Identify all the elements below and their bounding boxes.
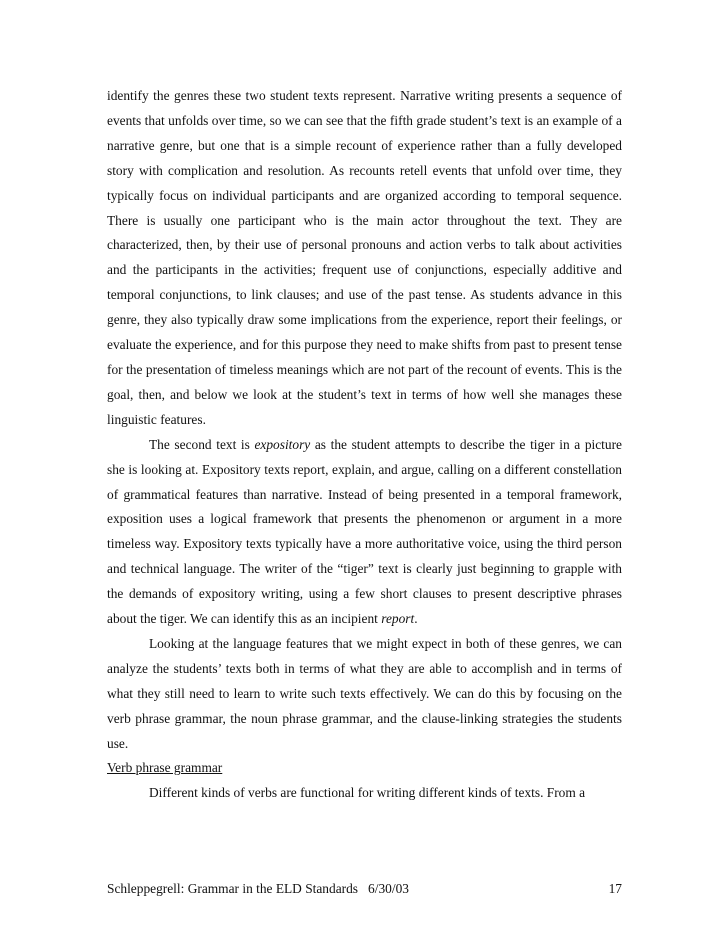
footer-title: Schleppegrell: Grammar in the ELD Standards 6/30/03	[107, 881, 409, 896]
paragraph-verbs: Different kinds of verbs are functional for writing different kinds of texts. From a	[149, 785, 586, 801]
page-footer	[107, 880, 622, 898]
paragraph-expository-text-c: .	[414, 611, 418, 627]
paragraph-expository	[107, 433, 622, 632]
term-expository: expository	[254, 436, 311, 452]
paragraph-expository-text-b: as the student attempts to describe the tiger in a picture she is looking at. Expository texts report, explain, and argue, calling on a different constellation of grammatical features than narrative. Instead of being presented in a temporal framework, exposition uses a logical framework that presents the phenomenon or argument in a more timeless way. Expository texts typically have a more authoritative voice, using the third person and technical language. The writer of the “tiger” text is clearly just beginning to grapple with the demands of expository writing, using a few short clauses to present descriptive phrases about the tiger. We can identify this as an incipient	[107, 436, 622, 627]
paragraph-language-features: Looking at the language features that we might expect in both of these genres, we can analyze the students’ texts both in terms of what they are able to accomplish and in terms of what they still need to learn to write such texts effectively. We can do this by focusing on the verb phrase grammar, the noun phrase grammar, and the clause-linking strategies the students use.	[107, 635, 622, 751]
paragraph-genres: identify the genres these two student texts represent. Narrative writing presents a sequence of events that unfolds over time, so we can see that the fifth grade student’s text is an example of a narrative genre, but one that is a simple recount of experience rather than a fully developed story with complication and resolution. As recounts retell events that unfold over time, they typically focus on individual participants and are organized according to temporal sequence. There is usually one participant who is the main actor throughout the text. They are characterized, then, by their use of personal pronouns and action verbs to talk about activities and the participants in the activities; frequent use of conjunctions, especially additive and temporal conjunctions, to link clauses; and use of the past tense. As students advance in this genre, they also typically draw some implications from the experience, report their feelings, or evaluate the experience, and for this purpose they need to make shifts from past to present tense for the presentation of timeless meanings which are not part of the recount of events. This is the goal, then, and below we look at the student’s text in terms of how well she manages these linguistic features.	[107, 88, 622, 427]
term-report: report	[381, 611, 415, 627]
paragraph-expository-text-a: The second text is	[149, 436, 255, 452]
section-heading-verb-phrase: Verb phrase grammar	[107, 760, 223, 776]
page-number: 17	[608, 881, 622, 896]
document-body	[107, 84, 622, 806]
